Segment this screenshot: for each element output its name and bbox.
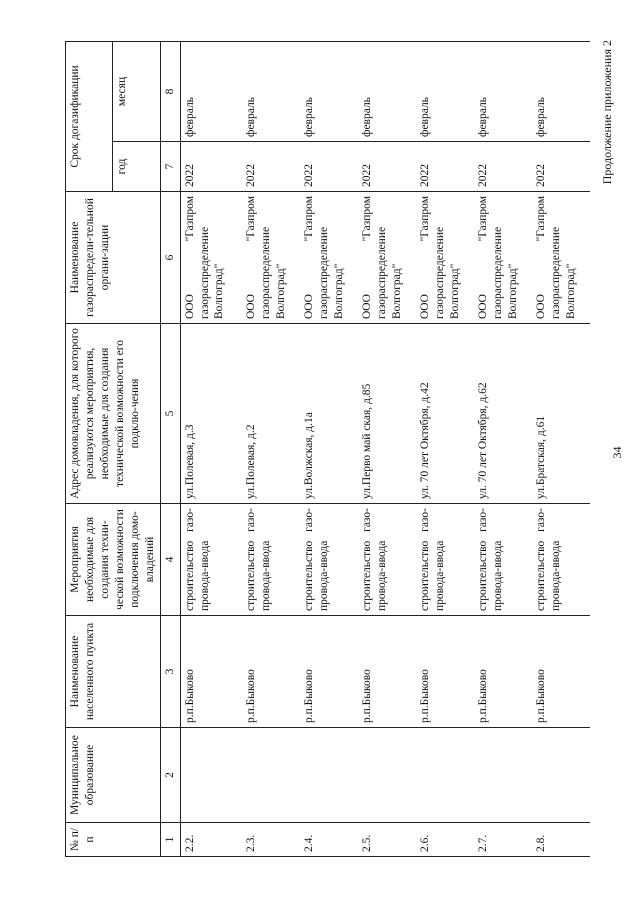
municipality-cell bbox=[358, 728, 416, 823]
month-cell: февраль bbox=[358, 42, 416, 142]
column-number: 6 bbox=[160, 192, 180, 324]
table-row bbox=[358, 42, 416, 857]
header-address: Адрес домовладения, для которого реализуются мероприятия, необходимые для создания технической возможности его подклю-чения bbox=[66, 324, 161, 504]
municipality-cell bbox=[416, 728, 474, 823]
year-cell: 2022 bbox=[300, 142, 358, 192]
address-cell: ул.Братская, д.61 bbox=[532, 324, 590, 504]
column-number: 3 bbox=[160, 616, 180, 728]
table-row bbox=[532, 42, 590, 857]
settlement-cell: р.п.Быково bbox=[474, 616, 532, 728]
header-year: год bbox=[113, 142, 160, 192]
organization-cell: ООО "Газпром газораспределение Волгоград" bbox=[358, 192, 416, 324]
row-number: 2.4. bbox=[300, 823, 358, 857]
organization-cell: ООО "Газпром газораспределение Волгоград" bbox=[300, 192, 358, 324]
year-cell: 2022 bbox=[416, 142, 474, 192]
organization-cell: ООО "Газпром газораспределение Волгоград" bbox=[416, 192, 474, 324]
page-number: 34 bbox=[610, 446, 624, 459]
year-cell: 2022 bbox=[474, 142, 532, 192]
address-cell: ул.Перво май ская, д.85 bbox=[358, 324, 416, 504]
gasification-table bbox=[65, 41, 590, 857]
measure-cell: строительство газо-провода-ввода bbox=[300, 504, 358, 616]
address-cell: ул.Волжская, д.1а bbox=[300, 324, 358, 504]
measure-cell: строительство газо-провода-ввода bbox=[416, 504, 474, 616]
measure-cell: строительство газо-провода-ввода bbox=[474, 504, 532, 616]
header-organization: Наименование газораспредели-тельной органи-зации bbox=[66, 192, 161, 324]
table-row bbox=[180, 42, 242, 857]
header-month: месяц bbox=[113, 42, 160, 142]
address-cell: ул. 70 лет Октября, д.42 bbox=[416, 324, 474, 504]
measure-cell: строительство газо-провода-ввода bbox=[358, 504, 416, 616]
row-number: 2.2. bbox=[180, 823, 242, 857]
year-cell: 2022 bbox=[358, 142, 416, 192]
address-cell: ул. 70 лет Октября, д.62 bbox=[474, 324, 532, 504]
settlement-cell: р.п.Быково bbox=[532, 616, 590, 728]
year-cell: 2022 bbox=[532, 142, 590, 192]
row-number: 2.7. bbox=[474, 823, 532, 857]
municipality-cell bbox=[242, 728, 300, 823]
table-row bbox=[416, 42, 474, 857]
settlement-cell: р.п.Быково bbox=[416, 616, 474, 728]
month-cell: февраль bbox=[300, 42, 358, 142]
municipality-cell bbox=[180, 728, 242, 823]
header-number: № п/п bbox=[66, 823, 161, 857]
header-measures: Мероприятия необходимые для создания техни-ческой возможности подключения домо-владений bbox=[66, 504, 161, 616]
row-number: 2.8. bbox=[532, 823, 590, 857]
settlement-cell: р.п.Быково bbox=[358, 616, 416, 728]
year-cell: 2022 bbox=[180, 142, 242, 192]
municipality-cell bbox=[474, 728, 532, 823]
municipality-cell bbox=[300, 728, 358, 823]
column-number: 4 bbox=[160, 504, 180, 616]
measure-cell: строительство газо-провода-ввода bbox=[532, 504, 590, 616]
column-number: 5 bbox=[160, 324, 180, 504]
column-number-row bbox=[160, 42, 180, 857]
settlement-cell: р.п.Быково bbox=[242, 616, 300, 728]
column-number: 1 bbox=[160, 823, 180, 857]
organization-cell: ООО "Газпром газораспределение Волгоград" bbox=[242, 192, 300, 324]
row-number: 2.3. bbox=[242, 823, 300, 857]
organization-cell: ООО "Газпром газораспределение Волгоград" bbox=[532, 192, 590, 324]
month-cell: февраль bbox=[474, 42, 532, 142]
header-municipality: Муниципальное образование bbox=[66, 728, 161, 823]
row-number: 2.5. bbox=[358, 823, 416, 857]
header-row bbox=[66, 42, 113, 857]
organization-cell: ООО "Газпром газораспределение Волгоград" bbox=[180, 192, 242, 324]
settlement-cell: р.п.Быково bbox=[300, 616, 358, 728]
table-row bbox=[242, 42, 300, 857]
column-number: 2 bbox=[160, 728, 180, 823]
measure-cell: строительство газо-провода-ввода bbox=[180, 504, 242, 616]
year-cell: 2022 bbox=[242, 142, 300, 192]
header-settlement: Наименование населенного пункта bbox=[66, 616, 161, 728]
settlement-cell: р.п.Быково bbox=[180, 616, 242, 728]
month-cell: февраль bbox=[180, 42, 242, 142]
column-number: 7 bbox=[160, 142, 180, 192]
header-deadline: Срок догазификации bbox=[66, 42, 113, 192]
column-number: 8 bbox=[160, 42, 180, 142]
table-row bbox=[474, 42, 532, 857]
month-cell: февраль bbox=[532, 42, 590, 142]
organization-cell: ООО "Газпром газораспределение Волгоград" bbox=[474, 192, 532, 324]
row-number: 2.6. bbox=[416, 823, 474, 857]
continuation-caption: Продолжение приложения 2 bbox=[600, 40, 614, 185]
month-cell: февраль bbox=[416, 42, 474, 142]
address-cell: ул.Полевая, д.3 bbox=[180, 324, 242, 504]
address-cell: ул.Полевая, д.2 bbox=[242, 324, 300, 504]
municipality-cell bbox=[532, 728, 590, 823]
measure-cell: строительство газо-провода-ввода bbox=[242, 504, 300, 616]
table-row bbox=[300, 42, 358, 857]
month-cell: февраль bbox=[242, 42, 300, 142]
